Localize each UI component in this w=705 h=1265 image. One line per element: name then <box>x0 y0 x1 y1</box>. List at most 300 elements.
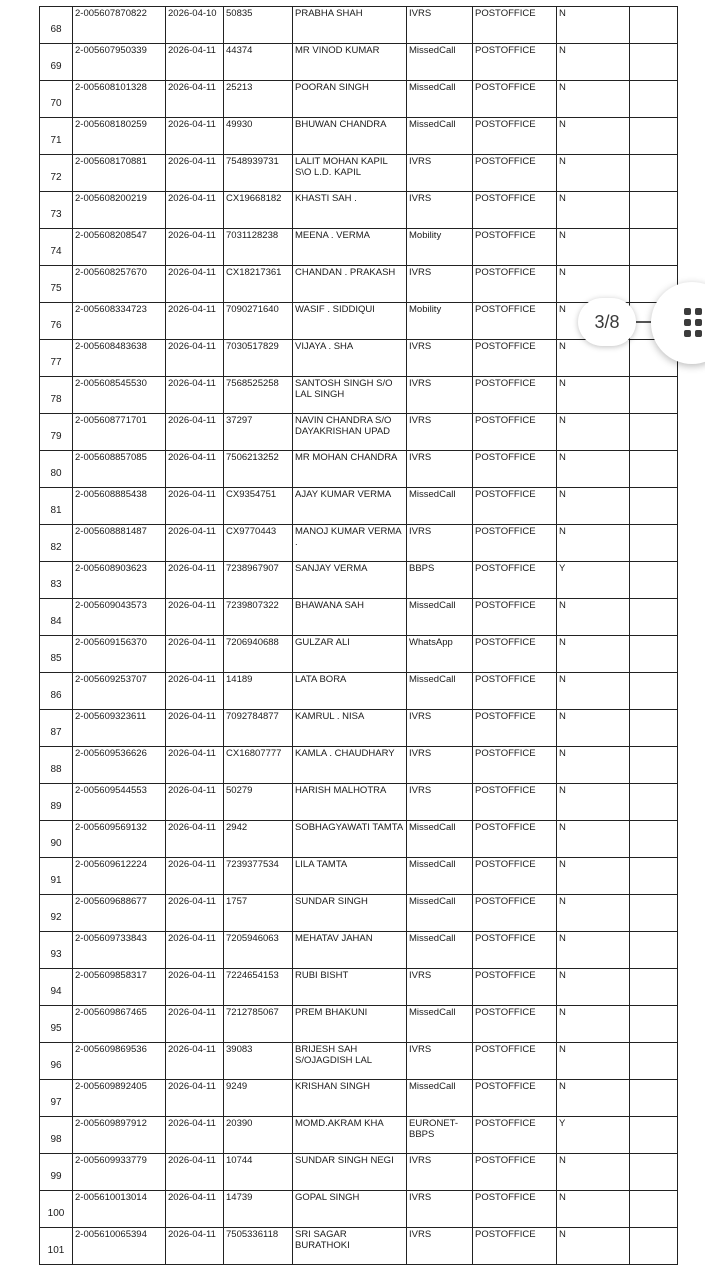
cell-ref-text: 2942 <box>226 822 248 833</box>
cell-name <box>293 303 407 340</box>
cell-id-text: 2-005608170881 <box>75 156 147 167</box>
cell-id-text: 2-005609253707 <box>75 674 147 685</box>
cell-name <box>293 895 407 932</box>
cell-flag <box>557 673 630 710</box>
cell-ref-text: 7090271640 <box>226 304 279 315</box>
cell-channel-text: WhatsApp <box>409 637 453 648</box>
cell-sno-text: 95 <box>50 1023 62 1034</box>
cell-type <box>473 747 557 784</box>
cell-channel-text: IVRS <box>409 748 432 759</box>
cell-channel-text: MissedCall <box>409 82 456 93</box>
cell-ref-text: 10744 <box>226 1155 253 1166</box>
cell-extra-text <box>632 1080 675 1081</box>
cell-type <box>473 488 557 525</box>
cell-ref <box>224 414 293 451</box>
cell-type <box>473 895 557 932</box>
cell-extra <box>630 784 678 821</box>
cell-type <box>473 673 557 710</box>
cell-extra-text <box>632 895 675 896</box>
cell-flag-text: N <box>559 600 566 611</box>
cell-type <box>473 155 557 192</box>
cell-ref-text: 25213 <box>226 82 253 93</box>
cell-id <box>73 303 166 340</box>
cell-sno <box>40 1117 73 1154</box>
cell-sno-text: 85 <box>50 653 62 664</box>
cell-date-text: 2026-04-11 <box>168 1155 216 1166</box>
cell-id-text: 2-005608857085 <box>75 452 147 463</box>
cell-id <box>73 414 166 451</box>
cell-extra <box>630 932 678 969</box>
cell-type <box>473 562 557 599</box>
cell-extra <box>630 1228 678 1265</box>
cell-flag <box>557 266 630 303</box>
cell-channel-text: IVRS <box>409 711 432 722</box>
cell-flag-text: N <box>559 748 566 759</box>
cell-name-text: BHAWANA SAH <box>295 600 364 611</box>
cell-sno-text: 80 <box>50 468 62 479</box>
cell-date <box>166 1080 224 1117</box>
cell-ref <box>224 969 293 1006</box>
cell-type <box>473 784 557 821</box>
cell-channel-text: MissedCall <box>409 600 456 611</box>
cell-name <box>293 1080 407 1117</box>
records-table <box>39 6 678 1265</box>
cell-flag-text: N <box>559 1229 566 1240</box>
cell-date-text: 2026-04-11 <box>168 378 216 389</box>
cell-channel-text: IVRS <box>409 341 432 352</box>
cell-name-text: MEHATAV JAHAN <box>295 933 373 944</box>
cell-flag-text: N <box>559 526 566 537</box>
cell-type-text: POSTOFFICE <box>475 341 536 352</box>
cell-type-text: POSTOFFICE <box>475 933 536 944</box>
cell-name <box>293 488 407 525</box>
cell-sno <box>40 969 73 1006</box>
cell-sno-text: 81 <box>50 505 62 516</box>
cell-type <box>473 266 557 303</box>
cell-channel <box>407 1043 473 1080</box>
cell-name-text: RUBI BISHT <box>295 970 349 981</box>
cell-name-text: GOPAL SINGH <box>295 1192 360 1203</box>
cell-type <box>473 451 557 488</box>
table-row <box>40 1191 678 1228</box>
cell-date-text: 2026-04-10 <box>168 8 217 19</box>
cell-type <box>473 858 557 895</box>
cell-sno-text: 100 <box>47 1208 65 1219</box>
cell-id-text: 2-005609892405 <box>75 1081 147 1092</box>
table-row <box>40 7 678 44</box>
cell-type <box>473 636 557 673</box>
cell-extra-text <box>632 451 675 452</box>
cell-id <box>73 525 166 562</box>
cell-channel <box>407 192 473 229</box>
cell-flag-text: N <box>559 785 566 796</box>
cell-date <box>166 7 224 44</box>
cell-extra-text <box>632 673 675 674</box>
cell-extra-text <box>632 155 675 156</box>
cell-flag <box>557 1117 630 1154</box>
cell-ref <box>224 747 293 784</box>
cell-sno-text: 97 <box>50 1097 62 1108</box>
cell-name-text: KAMLA . CHAUDHARY <box>295 748 395 759</box>
cell-type-text: POSTOFFICE <box>475 896 536 907</box>
cell-ref <box>224 710 293 747</box>
cell-date-text: 2026-04-11 <box>168 304 216 315</box>
cell-type <box>473 1117 557 1154</box>
cell-sno-text: 78 <box>50 394 62 405</box>
cell-id-text: 2-005608180259 <box>75 119 147 130</box>
cell-flag-text: N <box>559 1155 566 1166</box>
cell-ref <box>224 451 293 488</box>
cell-extra <box>630 1080 678 1117</box>
cell-name-text: VIJAYA . SHA <box>295 341 354 352</box>
table-row <box>40 377 678 414</box>
cell-id-text: 2-005609043573 <box>75 600 147 611</box>
cell-type-text: POSTOFFICE <box>475 489 536 500</box>
cell-flag <box>557 1006 630 1043</box>
cell-extra-text <box>632 821 675 822</box>
cell-channel-text: IVRS <box>409 267 432 278</box>
cell-id-text: 2-005608771701 <box>75 415 147 426</box>
table-row <box>40 858 678 895</box>
cell-sno-text: 83 <box>50 579 62 590</box>
cell-sno <box>40 1043 73 1080</box>
cell-sno <box>40 155 73 192</box>
cell-date <box>166 1228 224 1265</box>
cell-sno <box>40 1006 73 1043</box>
cell-channel <box>407 710 473 747</box>
cell-date <box>166 636 224 673</box>
cell-flag <box>557 1191 630 1228</box>
cell-sno-text: 89 <box>50 801 62 812</box>
cell-flag-text: N <box>559 415 566 426</box>
cell-flag <box>557 81 630 118</box>
cell-sno-text: 75 <box>50 283 62 294</box>
cell-channel <box>407 7 473 44</box>
cell-name-text: KRISHAN SINGH <box>295 1081 370 1092</box>
cell-ref-text: 7206940688 <box>226 637 279 648</box>
cell-ref <box>224 81 293 118</box>
cell-ref <box>224 118 293 155</box>
cell-channel-text: Mobility <box>409 230 442 241</box>
cell-flag <box>557 636 630 673</box>
cell-name <box>293 710 407 747</box>
cell-sno-text: 84 <box>50 616 62 627</box>
cell-name-text: KAMRUL . NISA <box>295 711 365 722</box>
cell-date <box>166 155 224 192</box>
cell-sno-text: 99 <box>50 1171 62 1182</box>
cell-date <box>166 1191 224 1228</box>
cell-id <box>73 340 166 377</box>
cell-type-text: POSTOFFICE <box>475 600 536 611</box>
cell-id <box>73 747 166 784</box>
cell-channel <box>407 932 473 969</box>
cell-ref-text: 14739 <box>226 1192 253 1203</box>
cell-id-text: 2-005608208547 <box>75 230 147 241</box>
cell-date <box>166 969 224 1006</box>
table-row <box>40 118 678 155</box>
cell-ref-text: 7031128238 <box>226 230 279 241</box>
cell-sno <box>40 340 73 377</box>
cell-channel <box>407 1080 473 1117</box>
cell-date-text: 2026-04-11 <box>168 933 216 944</box>
cell-type <box>473 1154 557 1191</box>
cell-sno <box>40 673 73 710</box>
cell-type <box>473 377 557 414</box>
cell-date <box>166 44 224 81</box>
cell-date-text: 2026-04-11 <box>168 970 216 981</box>
cell-extra <box>630 1191 678 1228</box>
cell-type <box>473 7 557 44</box>
cell-channel <box>407 81 473 118</box>
cell-type-text: POSTOFFICE <box>475 193 536 204</box>
cell-date-text: 2026-04-11 <box>168 637 216 648</box>
cell-name <box>293 192 407 229</box>
cell-ref <box>224 525 293 562</box>
cell-name-text: MR VINOD KUMAR <box>295 45 380 56</box>
cell-date <box>166 747 224 784</box>
cell-channel-text: BBPS <box>409 563 435 574</box>
cell-ref <box>224 488 293 525</box>
cell-channel <box>407 451 473 488</box>
cell-extra-text <box>632 118 675 119</box>
cell-channel-text: IVRS <box>409 378 432 389</box>
cell-ref <box>224 636 293 673</box>
cell-name <box>293 525 407 562</box>
cell-extra-text <box>632 858 675 859</box>
cell-date <box>166 1006 224 1043</box>
cell-id-text: 2-005609569132 <box>75 822 147 833</box>
cell-sno <box>40 118 73 155</box>
cell-name-text: CHANDAN . PRAKASH <box>295 267 396 278</box>
cell-date-text: 2026-04-11 <box>168 896 216 907</box>
cell-id-text: 2-005610013014 <box>75 1192 147 1203</box>
cell-ref-text: 7030517829 <box>226 341 279 352</box>
cell-sno <box>40 414 73 451</box>
cell-type-text: POSTOFFICE <box>475 1081 536 1092</box>
cell-sno-text: 101 <box>47 1245 65 1256</box>
table-row <box>40 599 678 636</box>
cell-flag <box>557 1228 630 1265</box>
cell-extra <box>630 7 678 44</box>
cell-flag-text: N <box>559 45 566 56</box>
cell-date-text: 2026-04-11 <box>168 785 216 796</box>
cell-id-text: 2-005609688677 <box>75 896 147 907</box>
cell-date-text: 2026-04-11 <box>168 267 216 278</box>
cell-date <box>166 340 224 377</box>
table-row <box>40 44 678 81</box>
cell-channel <box>407 266 473 303</box>
cell-channel <box>407 599 473 636</box>
cell-extra-text <box>632 414 675 415</box>
cell-name <box>293 1191 407 1228</box>
cell-ref <box>224 266 293 303</box>
cell-id-text: 2-005607950339 <box>75 45 147 56</box>
cell-date <box>166 303 224 340</box>
cell-type-text: POSTOFFICE <box>475 674 536 685</box>
cell-date-text: 2026-04-11 <box>168 1118 216 1129</box>
cell-extra-text <box>632 599 675 600</box>
cell-sno-text: 94 <box>50 986 62 997</box>
cell-channel <box>407 784 473 821</box>
cell-name-text: WASIF . SIDDIQUI <box>295 304 375 315</box>
cell-flag-text: N <box>559 822 566 833</box>
cell-extra-text <box>632 266 675 267</box>
cell-id-text: 2-005608545530 <box>75 378 147 389</box>
cell-channel-text: IVRS <box>409 1044 432 1055</box>
cell-flag <box>557 229 630 266</box>
cell-extra <box>630 229 678 266</box>
cell-ref-text: 7506213252 <box>226 452 279 463</box>
cell-extra <box>630 488 678 525</box>
cell-channel-text: MissedCall <box>409 119 456 130</box>
cell-id <box>73 192 166 229</box>
cell-name-text: NAVIN CHANDRA S/O DAYAKRISHAN UPAD <box>295 415 392 437</box>
cell-flag <box>557 155 630 192</box>
cell-sno <box>40 1228 73 1265</box>
cell-ref <box>224 1191 293 1228</box>
cell-extra <box>630 451 678 488</box>
cell-extra <box>630 414 678 451</box>
cell-channel <box>407 895 473 932</box>
cell-extra <box>630 673 678 710</box>
cell-ref-text: 49930 <box>226 119 253 130</box>
cell-name <box>293 81 407 118</box>
cell-type-text: POSTOFFICE <box>475 82 536 93</box>
cell-flag-text: N <box>559 193 566 204</box>
cell-sno-text: 70 <box>50 98 62 109</box>
cell-name-text: PRABHA SHAH <box>295 8 363 19</box>
cell-name-text: SANJAY VERMA <box>295 563 368 574</box>
cell-channel-text: IVRS <box>409 8 432 19</box>
cell-channel-text: IVRS <box>409 1192 432 1203</box>
cell-channel-text: IVRS <box>409 415 432 426</box>
cell-flag-text: N <box>559 452 566 463</box>
cell-sno <box>40 1154 73 1191</box>
table-row <box>40 747 678 784</box>
cell-date-text: 2026-04-11 <box>168 1007 216 1018</box>
cell-sno-text: 86 <box>50 690 62 701</box>
cell-extra-text <box>632 1117 675 1118</box>
cell-channel-text: IVRS <box>409 156 432 167</box>
cell-extra <box>630 969 678 1006</box>
cell-sno <box>40 1080 73 1117</box>
cell-sno <box>40 636 73 673</box>
cell-type-text: POSTOFFICE <box>475 711 536 722</box>
cell-sno-text: 90 <box>50 838 62 849</box>
cell-ref <box>224 821 293 858</box>
cell-extra <box>630 525 678 562</box>
cell-channel-text: MissedCall <box>409 674 456 685</box>
cell-flag <box>557 562 630 599</box>
cell-channel <box>407 821 473 858</box>
cell-name <box>293 784 407 821</box>
table-row <box>40 673 678 710</box>
table-row <box>40 1228 678 1265</box>
cell-sno <box>40 525 73 562</box>
cell-channel-text: IVRS <box>409 1229 432 1240</box>
cell-flag-text: N <box>559 637 566 648</box>
cell-extra-text <box>632 44 675 45</box>
cell-flag <box>557 7 630 44</box>
cell-channel <box>407 525 473 562</box>
cell-name <box>293 229 407 266</box>
cell-id-text: 2-005609544553 <box>75 785 147 796</box>
page-indicator[interactable] <box>578 298 636 346</box>
cell-name-text: SANTOSH SINGH S/O LAL SINGH <box>295 378 393 400</box>
cell-ref <box>224 1154 293 1191</box>
cell-extra-text <box>632 525 675 526</box>
cell-type-text: POSTOFFICE <box>475 526 536 537</box>
cell-id <box>73 1117 166 1154</box>
cell-extra-text <box>632 747 675 748</box>
cell-ref <box>224 229 293 266</box>
cell-flag-text: Y <box>559 1118 566 1129</box>
cell-ref <box>224 1117 293 1154</box>
cell-sno <box>40 821 73 858</box>
cell-id <box>73 155 166 192</box>
cell-ref-text: 37297 <box>226 415 253 426</box>
cell-flag-text: N <box>559 230 566 241</box>
cell-flag-text: Y <box>559 563 566 574</box>
cell-channel-text: MissedCall <box>409 933 456 944</box>
cell-ref-text: 7548939731 <box>226 156 279 167</box>
cell-ref-text: 39083 <box>226 1044 253 1055</box>
cell-name <box>293 414 407 451</box>
cell-id <box>73 266 166 303</box>
cell-type <box>473 969 557 1006</box>
cell-ref-text: 7224654153 <box>226 970 279 981</box>
cell-date <box>166 229 224 266</box>
cell-extra-text <box>632 377 675 378</box>
cell-name <box>293 118 407 155</box>
cell-id-text: 2-005608200219 <box>75 193 147 204</box>
cell-type-text: POSTOFFICE <box>475 1007 536 1018</box>
cell-name <box>293 155 407 192</box>
cell-channel <box>407 969 473 1006</box>
cell-type-text: POSTOFFICE <box>475 1044 536 1055</box>
cell-flag <box>557 1080 630 1117</box>
cell-channel-text: Mobility <box>409 304 442 315</box>
cell-type <box>473 599 557 636</box>
cell-extra-text <box>632 81 675 82</box>
cell-id-text: 2-005608483638 <box>75 341 147 352</box>
cell-extra <box>630 562 678 599</box>
cell-id-text: 2-005609897912 <box>75 1118 147 1129</box>
cell-ref-text: CX9354751 <box>226 489 277 500</box>
cell-sno-text: 92 <box>50 912 62 923</box>
cell-flag <box>557 821 630 858</box>
cell-date-text: 2026-04-11 <box>168 452 216 463</box>
cell-date-text: 2026-04-11 <box>168 45 216 56</box>
cell-id <box>73 451 166 488</box>
cell-id-text: 2-005607870822 <box>75 8 147 19</box>
cell-date <box>166 488 224 525</box>
cell-channel-text: MissedCall <box>409 896 456 907</box>
cell-ref-text: 7212785067 <box>226 1007 279 1018</box>
cell-date-text: 2026-04-11 <box>168 341 216 352</box>
cell-type-text: POSTOFFICE <box>475 1229 536 1240</box>
cell-channel <box>407 229 473 266</box>
cell-type <box>473 340 557 377</box>
cell-type <box>473 1080 557 1117</box>
cell-id <box>73 821 166 858</box>
cell-type <box>473 932 557 969</box>
cell-extra-text <box>632 1154 675 1155</box>
cell-ref <box>224 1006 293 1043</box>
cell-name <box>293 858 407 895</box>
cell-date-text: 2026-04-11 <box>168 711 216 722</box>
cell-ref <box>224 192 293 229</box>
